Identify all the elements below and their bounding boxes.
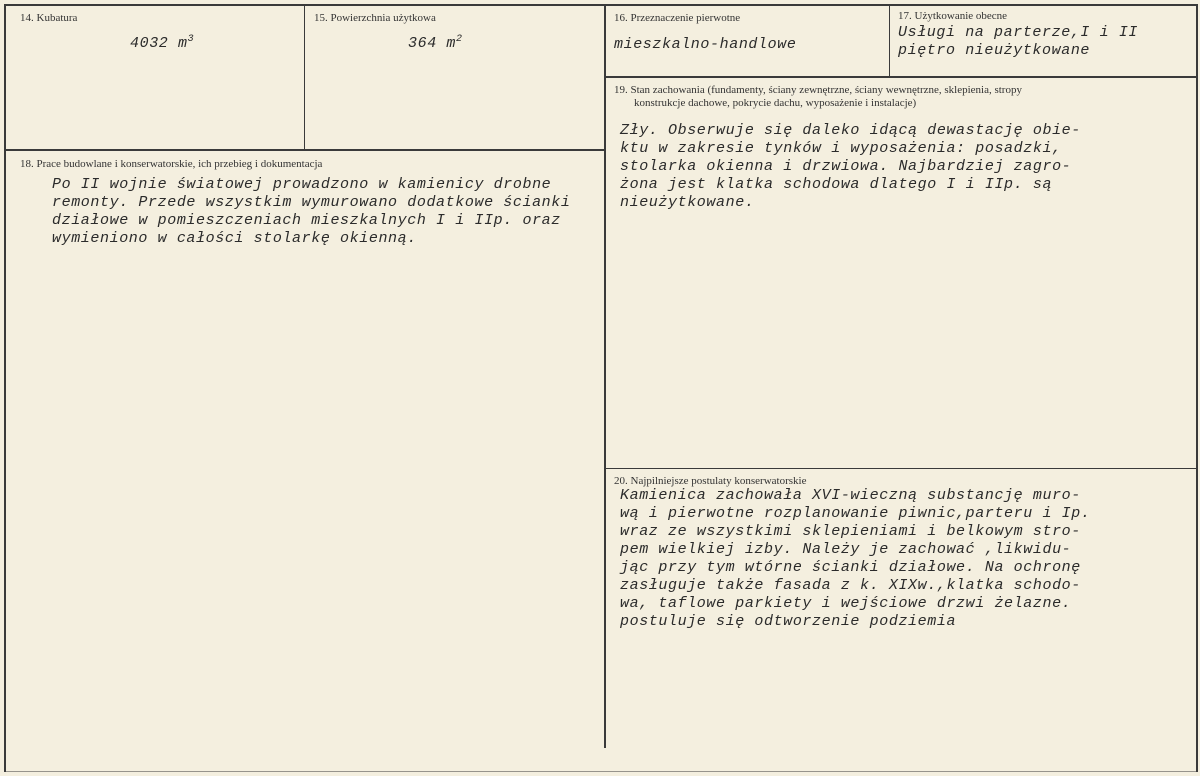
divider-row1-left	[4, 149, 605, 151]
postulaty-text	[620, 487, 1090, 631]
prace-line: remonty. Przede wszystkim wymurowano dodatkowe ścianki	[52, 194, 571, 211]
stan-line: nieużytkowane.	[620, 194, 755, 211]
divider-main-vertical	[604, 4, 606, 748]
uzytkowanie-value	[898, 24, 1138, 60]
uzytkowanie-label: 17. Użytkowanie obecne	[898, 10, 1008, 22]
postulaty-line: wą i pierwotne rozplanowanie piwnic,parteru i Ip.	[620, 505, 1091, 522]
postulaty-line: wraz ze wszystkimi sklepieniami i belkowym stro-	[620, 523, 1081, 540]
uzytkowanie-line: piętro nieużytkowane	[898, 42, 1091, 59]
postulaty-label: 20. Najpilniejsze postulaty konserwatorskie	[614, 475, 807, 487]
powierzchnia-label: 15. Powierzchnia użytkowa	[314, 12, 436, 24]
postulaty-line: postuluje się odtworzenie podziemia	[620, 613, 957, 630]
stan-label-line1: 19. Stan zachowania (fundamenty, ściany zewnętrzne, ściany wewnętrzne, sklepienia, stropy	[614, 84, 1022, 96]
divider-14-15	[304, 4, 305, 149]
stan-line: żona jest klatka schodowa dlatego I i IIp. są	[620, 176, 1053, 193]
prace-line: działowe w pomieszczeniach mieszkalnych I i IIp. oraz	[52, 212, 561, 229]
kubatura-value: 4032 $m^3$	[130, 34, 195, 52]
stan-text	[620, 122, 1081, 212]
postulaty-line: jąc przy tym wtórne ścianki działowe. Na ochronę	[620, 559, 1081, 576]
prace-line: wymieniono w całości stolarkę okienną.	[52, 230, 417, 247]
stan-line: Zły. Obserwuje się daleko idącą dewastację obie-	[620, 122, 1081, 139]
przeznaczenie-label: 16. Przeznaczenie pierwotne	[614, 12, 741, 24]
kubatura-label: 14. Kubatura	[20, 12, 78, 24]
left-border	[4, 4, 6, 772]
stan-line: stolarka okienna i drzwiowa. Najbardziej zagro-	[620, 158, 1072, 175]
stan-line: ktu w zakresie tynków i wyposażenia: posadzki,	[620, 140, 1062, 157]
uzytkowanie-line: Usługi na parterze,I i II	[898, 24, 1139, 41]
postulaty-line: Kamienica zachowała XVI-wieczną substancję muro-	[620, 487, 1081, 504]
prace-line: Po II wojnie światowej prowadzono w kamienicy drobne	[52, 176, 552, 193]
powierzchnia-exponent: 2	[456, 34, 463, 45]
postulaty-line: pem wielkiej izby. Należy je zachować ,likwidu-	[620, 541, 1072, 558]
top-border	[4, 4, 1198, 6]
divider-16-17	[889, 4, 890, 76]
stan-label-line2: konstrukcje dachowe, pokrycie dachu, wyposażenie i instalacje)	[634, 97, 917, 109]
postulaty-line: wa, taflowe parkiety i wejściowe drzwi żelazne.	[620, 595, 1072, 612]
bottom-border	[4, 771, 1198, 772]
right-border	[1196, 4, 1198, 772]
powierzchnia-value: 364 $m^2$	[408, 34, 463, 52]
postulaty-line: zasługuje także fasada z k. XIXw.,klatka schodo-	[620, 577, 1081, 594]
divider-19-20	[605, 468, 1197, 469]
prace-label: 18. Prace budowlane i konserwatorskie, ich przebieg i dokumentacja	[20, 158, 323, 170]
divider-row1-right	[605, 76, 1197, 78]
prace-text	[52, 176, 570, 248]
przeznaczenie-value: mieszkalno-handlowe	[614, 36, 797, 53]
kubatura-exponent: 3	[187, 34, 195, 45]
